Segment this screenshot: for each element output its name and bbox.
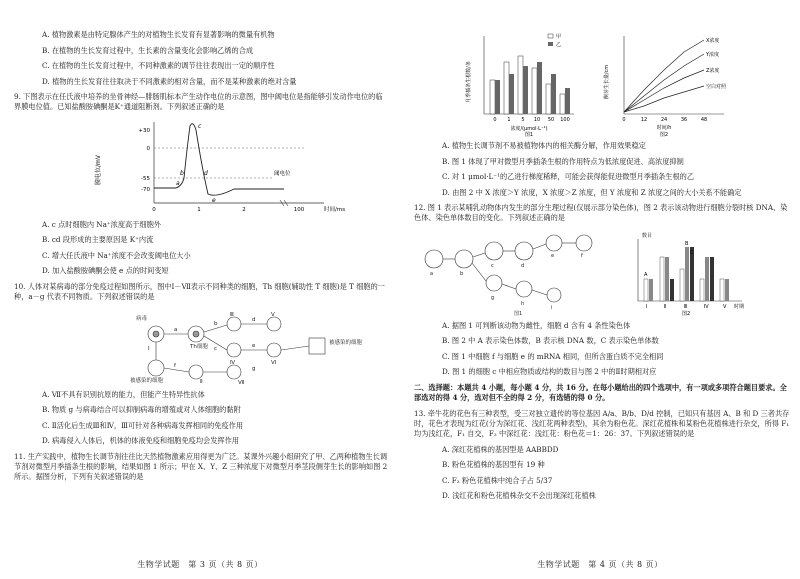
q12-fig2-label-b: B <box>685 240 689 247</box>
q10-option-c: C. Ⅱ活化后生成Ⅲ和Ⅳ，Ⅲ可针对各种病毒发挥相同的免疫作用 <box>42 420 244 430</box>
right-page <box>400 0 800 579</box>
immune-roman-5: Ⅴ <box>271 311 275 318</box>
q12-fig2-roman-1: Ⅰ <box>646 303 648 310</box>
immune-letter-e: e <box>252 342 256 349</box>
option-top-a: A. 植物激素是由特定腺体产生的对植物生长发育有显著影响的微量有机物 <box>42 30 275 39</box>
fig2-tick-36: 36 <box>680 117 688 123</box>
q13-option-c: C. F₂ 粉色花植株中纯合子占 5/37 <box>442 475 553 485</box>
q11-figures <box>414 32 792 137</box>
ap-letter-e: e <box>212 196 216 204</box>
action-potential-figure <box>14 118 388 216</box>
fig2-tick-48: 48 <box>700 117 708 123</box>
action-potential-svg <box>14 118 388 216</box>
immune-roman-6: Ⅵ <box>271 359 277 366</box>
left-column <box>14 30 388 488</box>
fig1-bar-a <box>490 80 495 114</box>
immune-th-label: Th细胞 <box>190 343 208 350</box>
q12-fig1-caption: 图1 <box>514 310 523 317</box>
question-11-stem: 11. 生产实践中，植物生长调节剂往往比天然植物激素应用得更为广泛。某课外兴趣小组研究了甲、乙两种植物生长调节剂对微型月季插条生根的影响，结果如图 1 所示；甲在 X、Y、Z 三种浓度下对微型月季茎段侧芽生长的影响如图 2 所示。据图分析，下列有关叙述错误的是 <box>14 451 388 482</box>
cell-letter-g: g <box>491 294 495 301</box>
q12-option-c: C. 图 1 中细胞 f 与细胞 e 的 mRNA 相同，但所含蛋白质不完全相同 <box>442 351 664 361</box>
immune-letter-d: d <box>252 316 256 323</box>
fig1-x-label: 浓度/(μmol·L⁻¹) <box>510 126 548 132</box>
q12-fig2-x-label: 时期 <box>734 303 745 310</box>
immune-roman-1: Ⅰ <box>148 345 150 352</box>
fig1-legend-b: 乙 <box>556 42 562 48</box>
cell-letter-h: h <box>521 300 525 307</box>
right-column <box>414 30 792 507</box>
q9-option-a: A. c 点时细胞内 Na⁺浓度高于细胞外 <box>42 219 161 229</box>
fig2-series-y: Y浓度 <box>706 52 720 58</box>
ap-tick-y-70: -70 <box>141 186 150 193</box>
option-top-b: B. 在植物的生长发育过程中，生长素的含量变化会影响乙烯的合成 <box>42 45 254 55</box>
fig1-bar-b <box>523 66 528 114</box>
fig2-y-label: 侧芽生长量/cm <box>604 64 610 100</box>
q12-fig2-label-c: C <box>690 249 694 256</box>
fig1-bar-a <box>546 84 551 114</box>
fig2-caption: 图2 <box>659 132 669 137</box>
cell-letter-a: a <box>430 270 434 277</box>
q12-fig2-label-a: A <box>644 271 648 278</box>
cell-letter-d: d <box>521 262 525 269</box>
fig1-category-label: 1 <box>507 117 511 123</box>
ap-letter-b: b <box>180 169 184 177</box>
immune-virus-label: 病毒 <box>136 315 148 322</box>
immune-roman-7: Ⅶ <box>238 379 245 386</box>
ap-letter-c: c <box>198 122 202 130</box>
fig2-x-label: 时间/h <box>656 125 672 131</box>
immune-letter-a: a <box>174 326 178 333</box>
q12-figures <box>414 229 792 317</box>
fig1-category-label: 100 <box>560 117 570 123</box>
fig1-bar-a <box>504 62 509 114</box>
immune-roman-3: Ⅲ <box>230 311 234 318</box>
q13-option-d: D. 浅红花和粉色花植株杂交不会出现深红花植株 <box>442 491 596 501</box>
fig2-series-z: Z浓度 <box>706 68 720 74</box>
fig1-y-label: 月季插条生根数/条 <box>466 61 472 103</box>
threshold-label: 阈电位 <box>274 170 291 177</box>
q12-fig2-roman-5: Ⅴ <box>723 303 727 310</box>
option-top-d: D. 植物的生长发育往往取决于不同激素的相对含量，而不是某种激素的绝对含量 <box>42 76 297 86</box>
fig1-bars <box>490 56 570 123</box>
fig1-bar-b <box>551 74 556 114</box>
ap-tick-y-55: -55 <box>141 175 150 182</box>
fig2-tick-24: 24 <box>660 117 668 123</box>
immune-process-figure <box>14 308 388 386</box>
fig1-category-label: 5 <box>521 117 525 123</box>
immune-letter-g: g <box>252 365 256 372</box>
q12-fig2-y-label: 数目 <box>642 232 653 239</box>
q11-option-d: D. 由图 2 中 X 浓度＞Y 浓度，X 浓度＞Z 浓度，但 Y 浓度和 Z 浓度之间的大小关系不能确定 <box>442 187 742 197</box>
fig1-caption: 图1 <box>524 132 534 137</box>
immune-letter-b: b <box>214 320 218 327</box>
q12-option-a: A. 据图 1 可判断该动物为雌性，细胞 d 含有 4 条性染色体 <box>442 320 631 330</box>
fig2-series-control: 空白对照 <box>706 84 727 90</box>
question-9-stem: 9. 下图表示在任氏液中培养的坐骨神经—腓肠肌标本产生动作电位的示意图，图中阈电位是指能够引发动作电位的临界膜电位值。已知盐酸胺碘酮是K⁺通道阻断剂。下列叙述正确的是 <box>14 92 383 112</box>
left-footer: 生物学试题 第 3 页（共 8 页） <box>137 559 263 569</box>
q10-option-a: A. Ⅶ不具有识别抗原的能力，但能产生特异性抗体 <box>42 389 205 399</box>
ap-tick-x-0: 0 <box>152 206 156 213</box>
q12-figures-svg <box>414 229 792 317</box>
right-footer: 生物学试题 第 4 页（共 8 页） <box>537 559 663 569</box>
ap-tick-x-100: 100 <box>293 206 305 213</box>
cell-letter-b: b <box>460 270 464 277</box>
fig1-bar-a <box>560 94 565 114</box>
question-13-stem: 13. 牵牛花的花色有三种表型，受三对独立遗传的等位基因 A/a、B/b、D/d 控制，已知只有基因 A、B 和 D 三者共存时，花色才表现为红花(分为深红花、浅红花两种表型)，其余为粉色花。深红花植株和某粉色花植株进行杂交，所得 F₁ 均为浅红花，F₁ 自交，F₂ 中深红花：浅红花：粉色花＝1：26：37。下列叙述错误的是 <box>414 408 790 439</box>
q10-option-b: B. 物质 g 与病毒结合可以抑制病毒的增殖或对人体细胞的黏附 <box>42 405 241 415</box>
ap-letter-d: d <box>204 169 208 177</box>
fig2-tick-12: 12 <box>640 117 648 123</box>
fig1-bar-b <box>495 80 500 114</box>
immune-letter-c: c <box>214 345 218 352</box>
immune-infected-label-2: 被感染的细胞 <box>130 377 164 384</box>
ap-tick-x-1: 1 <box>197 206 201 213</box>
option-top-c: C. 在植物的生长发育过程中，不同种激素的调节往往表现出一定的顺序性 <box>42 61 275 71</box>
q9-option-d: D. 加入盐酸胺碘酮会使 e 点的时间变短 <box>42 266 169 276</box>
ap-tick-y-30: +30 <box>138 127 150 134</box>
q11-figures-svg <box>414 32 792 137</box>
q13-option-a: A. 深红花植株的基因型是 AABBDD <box>442 444 559 454</box>
fig1-category-label: 0 <box>493 117 497 123</box>
fig1-bar-b <box>537 62 542 114</box>
q12-fig2-roman-4: Ⅳ <box>704 303 709 310</box>
q12-option-b: B. 图 2 中 A 表示染色体数，B 表示核 DNA 数，C 表示染色单体数 <box>442 336 659 346</box>
fig2-tick-0: 0 <box>622 117 626 123</box>
fig1-bar-a <box>518 56 523 114</box>
fig1-legend-a: 甲 <box>556 34 562 40</box>
ap-letter-a: a <box>176 179 180 187</box>
immune-roman-2: Ⅱ <box>200 378 203 385</box>
section-2-title: 二、选择题：本题共 4 小题，每小题 4 分，共 16 分。在每小题给出的四个选项中，有一项或多项符合题目要求。全部选对的得 4 分，选对但不全的得 2 分，有选错的得 0 分。 <box>414 382 787 403</box>
ap-y-label: 膜电位/mV <box>95 154 102 185</box>
immune-process-svg <box>14 308 388 386</box>
q12-fig2-caption: 图2 <box>682 310 691 317</box>
q11-option-b: B. 图 1 体现了甲对微型月季插条生根的作用特点为低浓度促进、高浓度抑制 <box>442 156 684 166</box>
fig2-series-x: X浓度 <box>706 38 720 44</box>
question-10-stem: 10. 人体对某病毒的部分免疫过程如图所示，图中Ⅰ－Ⅶ表示不同种类的细胞，Th 细胞(辅助性 T 细胞)是 T 细胞的一种，a－g 代表不同物质。下列叙述错误的是 <box>14 281 385 302</box>
fig1-category-label: 50 <box>547 117 555 123</box>
q12-option-d: D. 图 1 的细胞 c 中相应物质或结构的数目与图 2 中的Ⅱ时期相对应 <box>442 367 657 377</box>
q11-option-a: A. 植物生长调节剂不易被植物体内的相关酶分解，作用效果稳定 <box>442 141 646 150</box>
fig1-bar-b <box>509 74 514 114</box>
q13-option-b: B. 粉色花植株的基因型有 19 种 <box>442 460 545 470</box>
immune-letter-f: f <box>174 362 176 369</box>
cell-letter-f: f <box>581 252 583 259</box>
q9-option-c: C. 增大任氏液中 Na⁺浓度不会改变阈电位大小 <box>42 250 191 260</box>
ap-tick-x-2: 2 <box>242 206 246 213</box>
q12-fig2-roman-2: Ⅱ <box>664 303 667 310</box>
cell-letter-e: e <box>551 252 555 259</box>
cell-letter-i: i <box>551 304 553 311</box>
q9-option-b: B. cd 段形成的主要原因是 K⁺内流 <box>42 235 154 245</box>
immune-infected-label: 被感染的细胞 <box>329 339 363 346</box>
ap-x-label: 时间/ms <box>324 206 346 213</box>
fig1-category-label: 10 <box>533 117 541 123</box>
q11-option-c: C. 对 1 μmol·L⁻¹的乙进行梯度稀释，可能会获得能促进微型月季插条生根的乙 <box>442 172 695 182</box>
q10-option-d: D. 病毒侵入人体后，机体的体液免疫和细胞免疫均会发挥作用 <box>42 436 239 446</box>
cell-letter-c: c <box>491 262 494 269</box>
question-12-stem: 12. 图 1 表示某哺乳动物体内发生的部分生理过程(仅展示部分染色体)，图 2 表示该动物进行细胞分裂时核 DNA、染色体、染色单体数目的变化。下列叙述正确的是 <box>414 203 788 223</box>
fig1-bar-b <box>565 88 570 114</box>
q12-fig2-roman-3: Ⅲ <box>684 303 688 310</box>
fig1-bar-a <box>532 68 537 114</box>
ap-tick-y-0: 0 <box>146 145 150 152</box>
immune-roman-4: Ⅳ <box>230 359 236 366</box>
